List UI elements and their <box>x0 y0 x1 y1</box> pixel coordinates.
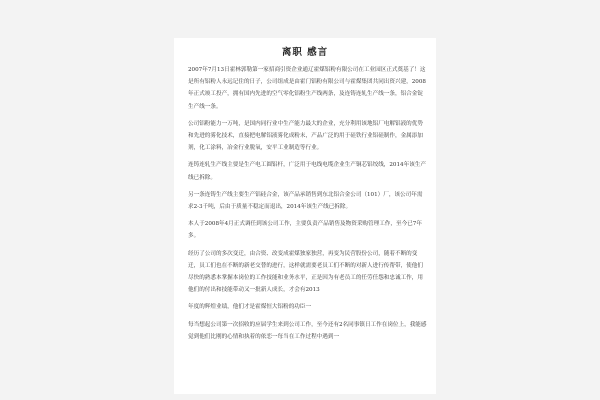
paragraph: 每当想起公司第一次招收的应届学生来到公司工作，至今还有2名同事镇日工作在岗位上，我能感觉到他们比刚的心情和执着的依恋一每当在工作过程中遇到一 <box>188 321 427 340</box>
document-title: 离职 感言 <box>281 47 329 58</box>
document-page <box>174 38 436 394</box>
paragraph: 另一条连铸生产线主要生产铝硅合金，该产品承销售到东北铝合金公司（101）厂，该公司年需求2-3千吨，后由于质量不稳定而退出，2014年该生产线已拆除。 <box>188 191 423 211</box>
paragraph: 本人于2008年4月正式调任到该公司工作，主要负责产品销售及物资采购管理工作，至今已7年多。 <box>188 221 422 240</box>
paragraph: 年度的辉煌业绩，他们才是霍煤恒大铝粉的功臣一 <box>188 304 312 311</box>
paragraph: 经历了公司的多次变迁，由合资、改变成霍煤独家独营，再变为民营股份公司，随着不断的变迁，员工们也在不断的新老交替的进行，这样就需要老员工们不断的对新人进行传帮带，使他们尽快的熟悉本掌握本岗位的工作技能和业务水平，正是因为有老员工的任劳任怨和忠诚工作，用他们的付出和技能带动又一批新人成长，才会有2013 <box>188 250 423 294</box>
paragraph: 连铸连轧生产线主要是生产电工圆铝杆，广泛用于电线电缆企业生产铜芯铝绞线，2014年该生产线已拆除。 <box>188 162 426 181</box>
paragraph: 2007年7月13日霍林郭勒第一家招商引资企业通辽霍煤铝粉有限公司在工业园区正式奠基了！这是所有铝粉人永远记住的日子，公司组成是由霍门铝粉有限公司与霍煤集团共同出资兴建，2008年正式竣工投产，拥有国内先进的空气零化铝粉生产线两条，及连铸连轧生产线一条，铝合金锭生产线一条。 <box>188 67 426 110</box>
paragraph: 公司铝粉能力一万吨，是国内同行业中生产能力最大的企业，充分利用该地铝厂电解铝液的优势和先进的雾化技术，直接把电解铝液雾化成粉末，产品广泛的用于硅铁行业铝硅制作，金属添加剂，化工涂料，冶金行业脱氧，安平工业制造等行业。 <box>188 120 423 152</box>
